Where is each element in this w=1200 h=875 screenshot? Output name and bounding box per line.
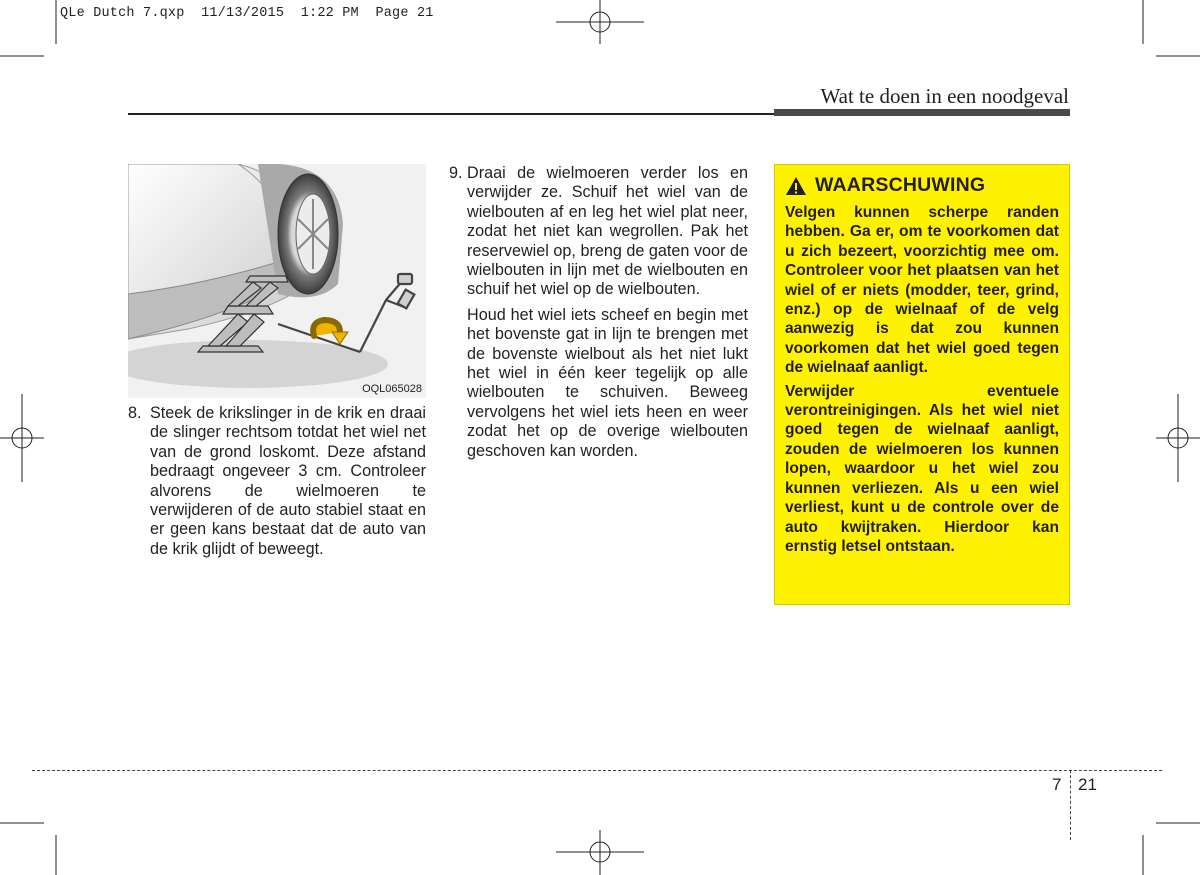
registration-mark-left — [0, 394, 44, 482]
step-8 — [128, 404, 426, 559]
warning-triangle-icon — [785, 176, 807, 196]
header-rule-accent — [774, 109, 1070, 116]
step-number: 9. — [449, 164, 463, 182]
warning-paragraph-2: Verwijder eventuele verontreinigingen. Als het wiel niet goed tegen de wielnaaf aanligt, zouden de wielmoeren los kunnen lopen, waardoor u het wiel zou kunnen verliezen. Als u een wiel verliest, kunt u de controle over de auto kwijtraken. Hierdoor kan ernstig letsel ontstaan. — [785, 382, 1059, 555]
figure-caption: OQL065028 — [362, 383, 422, 395]
page-number: 21 — [1078, 775, 1097, 794]
print-slug: QLe Dutch 7.qxp 11/13/2015 1:22 PM Page 21 — [60, 6, 434, 21]
car-jack-drawing — [128, 164, 426, 398]
warning-title: WAARSCHUWING — [815, 174, 986, 196]
step-9 — [449, 164, 748, 461]
warning-box — [774, 164, 1070, 605]
step-text: Draai de wielmoeren verder los en verwijder ze. Schuif het wiel van de wielbouten af en leg het wiel plat neer, zodat het niet kan wegrollen. Pak het reservewiel op, breng de gaten voor de wielbouten in lijn met de wielbouten en schuif het wiel op de wielbouten. — [467, 164, 748, 299]
rotation-arrow-icon — [313, 320, 348, 344]
registration-mark-top — [556, 0, 644, 44]
page-number-divider — [1070, 770, 1071, 840]
footer-rule — [32, 770, 1162, 771]
registration-mark-bottom — [556, 830, 644, 875]
section-title: Wat te doen in een noodgeval — [820, 84, 1069, 108]
registration-mark-right — [1156, 394, 1200, 482]
warning-header — [785, 174, 1059, 197]
warning-paragraph-1: Velgen kunnen scherpe randen hebben. Ga er, om te voorkomen dat u zich bezeert, voorzichtig mee om. Controleer voor het plaatsen van het wiel of er niets (modder, teer, grind, enz.) op de wielnaaf of de velg aanwezig is dat zou kunnen voorkomen dat het wiel goed tegen de wielnaaf aanligt. — [785, 204, 1059, 377]
step-number: 8. — [128, 404, 142, 422]
step-text: Steek de krikslinger in de krik en draai de slinger rechtsom totdat het wiel net van de grond loskomt. Deze afstand bedraagt ongeveer 3 cm. Controleer alvorens de wielmoeren te verwijderen of de auto stabiel staat en er geen kans bestaat dat de auto van de krik glijdt of beweegt. — [150, 404, 426, 558]
chapter-number: 7 — [1052, 775, 1062, 794]
header-rule — [128, 113, 774, 115]
step-text-continued: Houd het wiel iets scheef en begin met het bovenste gat in lijn te brengen met de bovenste wielbout als het niet lukt het wiel in één keer tegelijk op alle wielbouten te schuiven. Beweeg vervolgens het wiel iets heen en weer zodat het op de overige wielbouten geschoven kan worden. — [467, 305, 748, 460]
jack-illustration — [128, 164, 426, 398]
